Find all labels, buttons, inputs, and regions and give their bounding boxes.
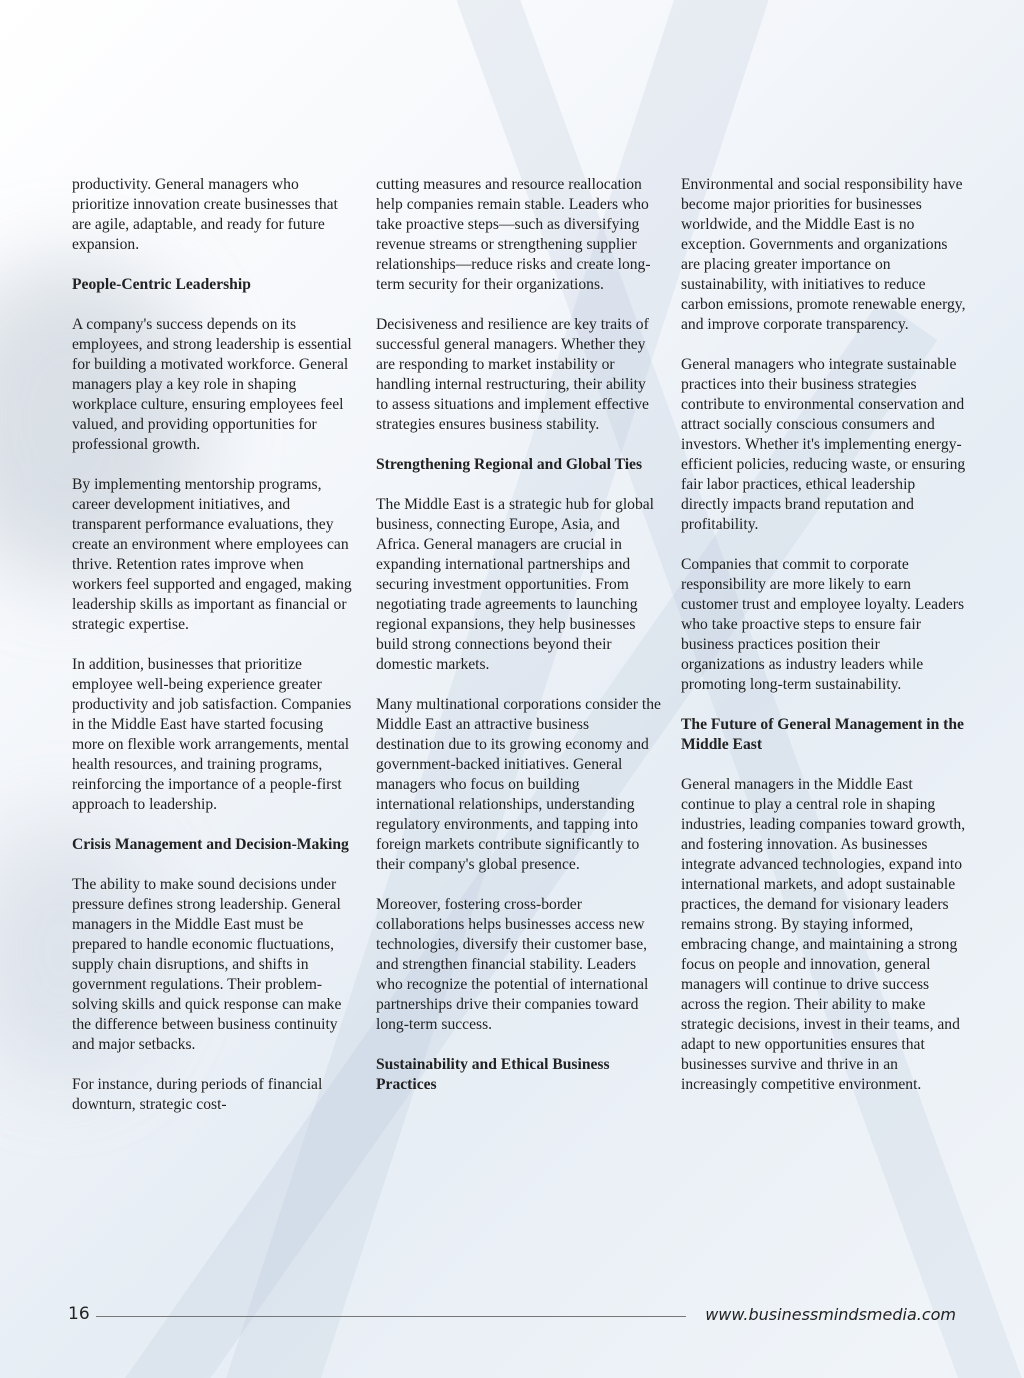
body-paragraph: Decisiveness and resilience are key traits of successful general managers. Whether they are responding to market instability or handling internal restructuring, their ability to assess situations and implement effective strategies ensures business stability.	[376, 316, 649, 433]
body-paragraph: For instance, during periods of financial downturn, strategic cost-	[72, 1076, 323, 1113]
section-heading: People-Centric Leadership	[72, 276, 251, 293]
section-heading: Strengthening Regional and Global Ties	[376, 456, 643, 473]
body-paragraph: In addition, businesses that prioritize employee well-being experience greater productivity and job satisfaction. Companies in the Middle East have started focusing more on flexible work arrangements, mental health resources, and training programs, reinforcing the importance of a people-first approach to leadership.	[72, 656, 352, 813]
body-paragraph: Many multinational corporations consider the Middle East an attractive business destination due to its growing economy and government-backed initiatives. General managers who focus on building international relationships, understanding regulatory environments, and tapping into foreign markets contribute significantly to their company's global presence.	[376, 696, 661, 873]
body-paragraph: Moreover, fostering cross-border collaborations helps businesses access new technologies, diversify their customer base, and strengthen financial stability. Leaders who recognize the potential of international partnerships drive their companies toward long-term success.	[376, 896, 649, 1033]
section-heading: Crisis Management and Decision-Making	[72, 836, 349, 853]
website-url: www.businessmindsmedia.com	[705, 1305, 956, 1324]
body-paragraph: General managers in the Middle East continue to play a central role in shaping industries, leading companies toward growth, and fostering innovation. As businesses integrate advanced technologies, expand into international markets, and adopt sustainable practices, the demand for visionary leaders remains strong. By staying informed, embracing change, and maintaining a strong focus on people and innovation, general managers will continue to drive success across the region. Their ability to make strategic decisions, invest in their teams, and adapt to new opportunities ensures that businesses survive and thrive in an increasingly competitive environment.	[681, 776, 966, 1093]
text-column-1	[72, 175, 357, 1135]
footer-divider	[96, 1316, 686, 1317]
body-paragraph: By implementing mentorship programs, career development initiatives, and transparent performance evaluations, they create an environment where employees can thrive. Retention rates improve when workers feel supported and engaged, making leadership skills as important as financial or strategic expertise.	[72, 476, 352, 633]
body-paragraph: cutting measures and resource reallocation help companies remain stable. Leaders who take proactive steps—such as diversifying revenue streams or strengthening supplier relationships—reduce risks and create long-term security for their organizations.	[376, 176, 651, 293]
body-paragraph: Companies that commit to corporate responsibility are more likely to earn customer trust and employee loyalty. Leaders who take proactive steps to ensure fair business practices position their organizations as industry leaders while promoting long-term sustainability.	[681, 556, 965, 693]
section-heading: The Future of General Management in the Middle East	[681, 716, 964, 753]
body-paragraph: productivity. General managers who prioritize innovation create businesses that are agile, adaptable, and ready for future expansion.	[72, 176, 338, 253]
body-paragraph: Environmental and social responsibility have become major priorities for businesses worldwide, and the Middle East is no exception. Governments and organizations are placing greater importance on sustainability, with initiatives to reduce carbon emissions, promote renewable energy, and improve corporate transparency.	[681, 176, 966, 333]
body-paragraph: The ability to make sound decisions under pressure defines strong leadership. General managers in the Middle East must be prepared to handle economic fluctuations, supply chain disruptions, and shifts in government regulations. Their problem-solving skills and quick response can make the difference between business continuity and major setbacks.	[72, 876, 342, 1053]
section-heading: Sustainability and Ethical Business Practices	[376, 1056, 610, 1093]
body-paragraph: The Middle East is a strategic hub for global business, connecting Europe, Asia, and Africa. General managers are crucial in expanding international partnerships and securing investment opportunities. From negotiating trade agreements to launching regional expansions, they help businesses build strong connections beyond their domestic markets.	[376, 496, 655, 673]
text-column-3	[681, 175, 966, 1115]
body-paragraph: A company's success depends on its employees, and strong leadership is essential for building a motivated workforce. General managers play a key role in shaping workplace culture, ensuring employees feel valued, and providing opportunities for professional growth.	[72, 316, 352, 453]
page-number: 16	[68, 1304, 90, 1324]
text-column-2	[376, 175, 661, 1115]
body-paragraph: General managers who integrate sustainable practices into their business strategies contribute to environmental conservation and attract socially conscious consumers and investors. Whether it's implementing energy-efficient policies, reducing waste, or ensuring fair labor practices, ethical leadership directly impacts brand reputation and profitability.	[681, 356, 966, 533]
